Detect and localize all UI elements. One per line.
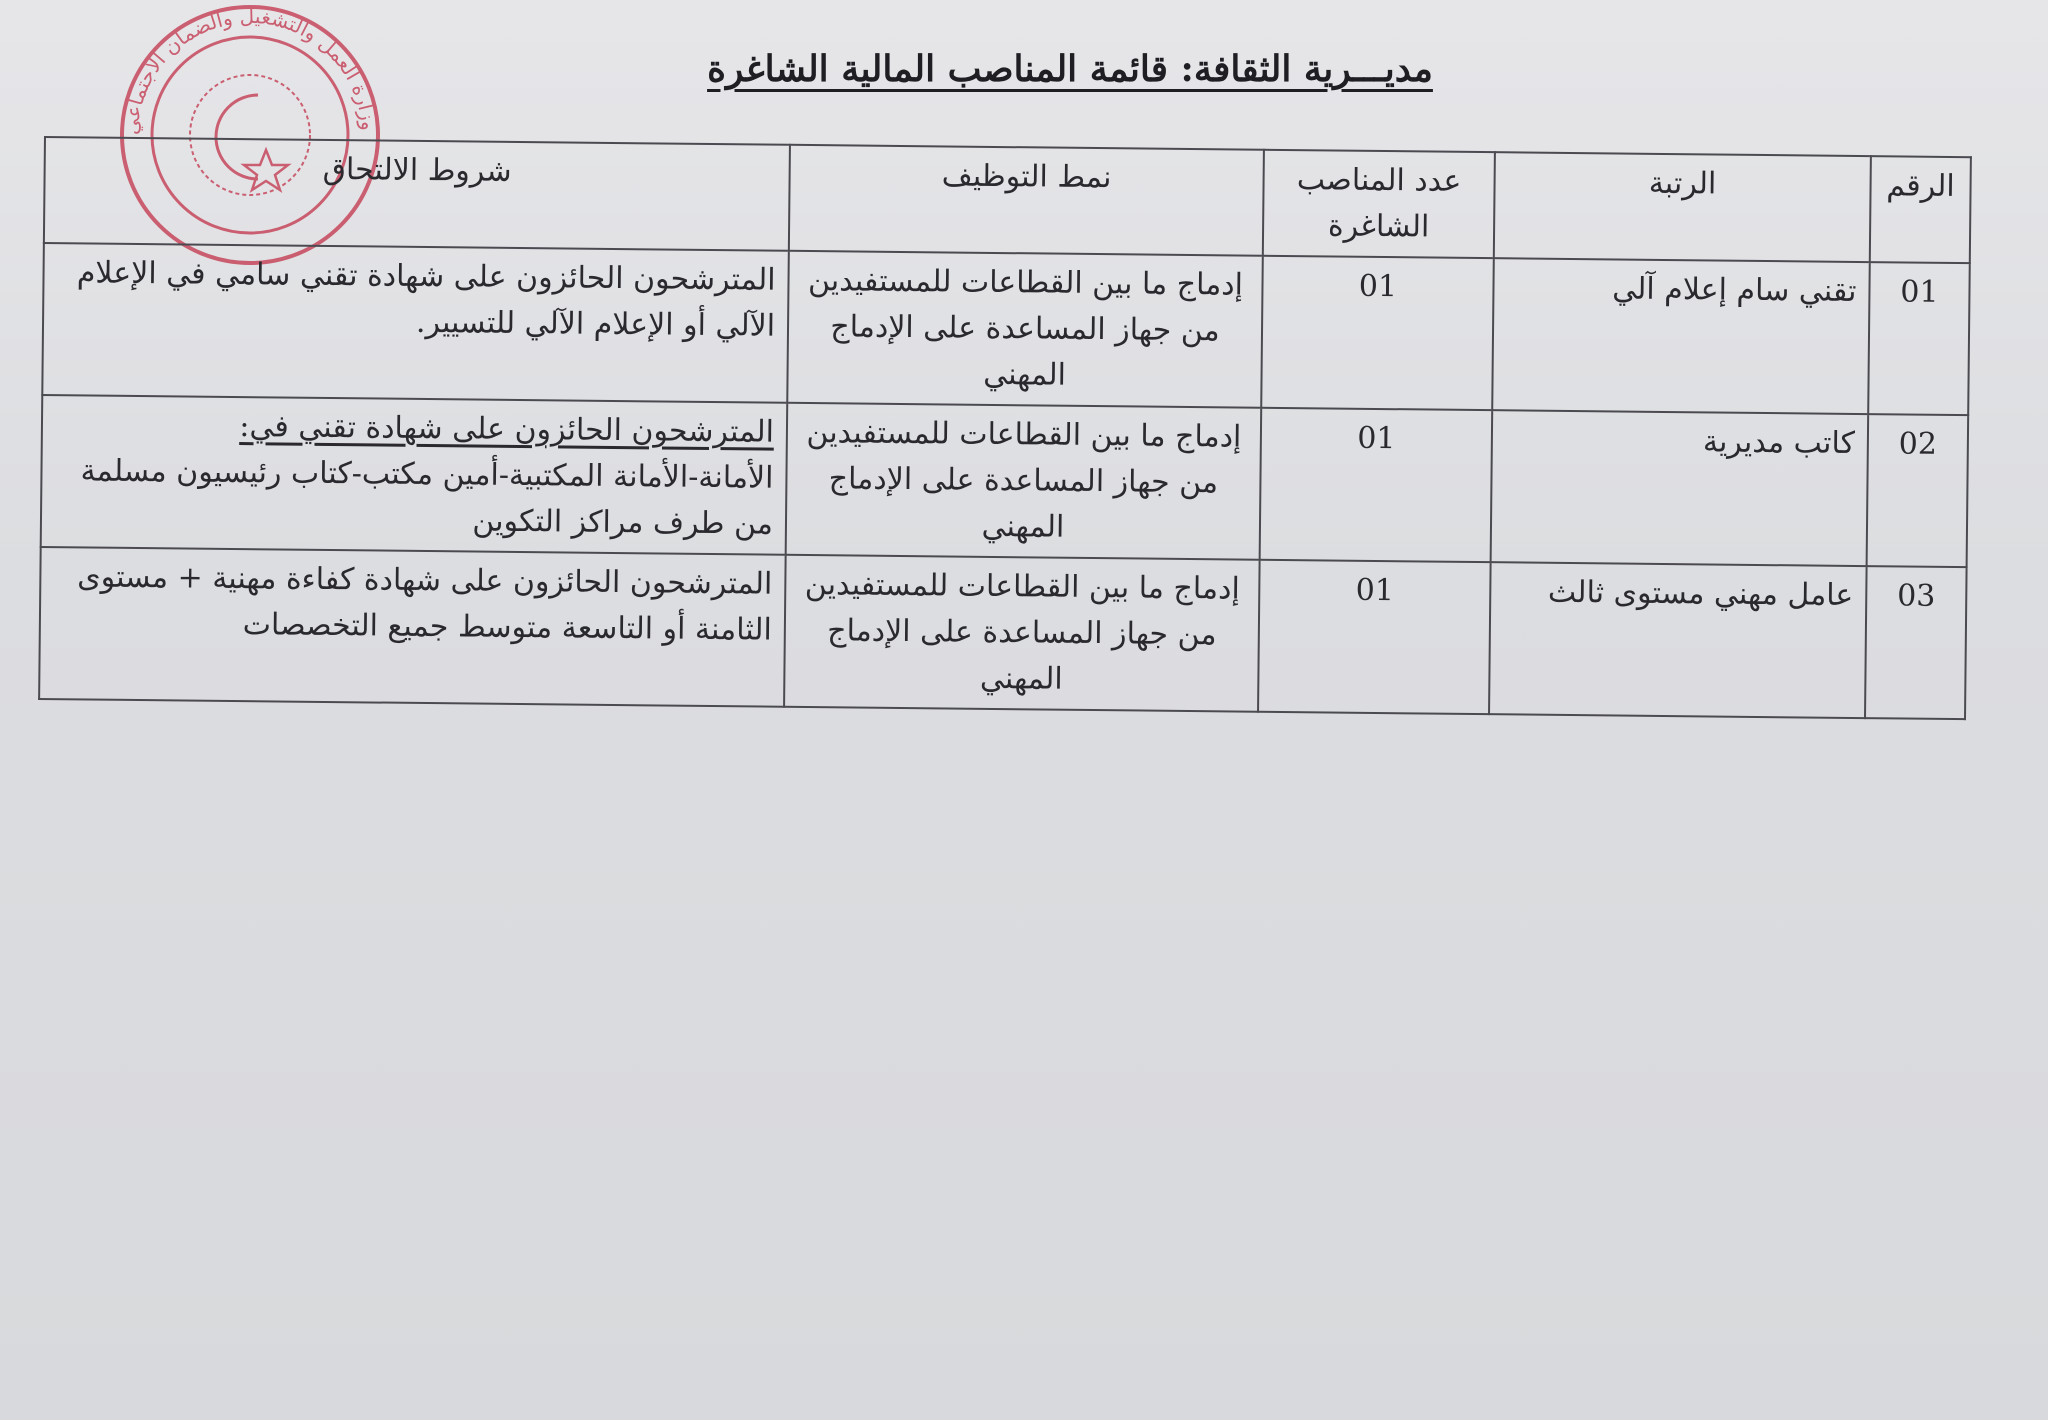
- row-number: 02: [1867, 414, 1969, 567]
- conditions-intro: المترشحون الحائزون على شهادة كفاءة مهنية + مستوى الثامنة أو التاسعة متوسط جميع التخصصات: [77, 559, 773, 648]
- row-rank: كاتب مديرية: [1491, 410, 1869, 566]
- header-number: الرقم: [1870, 156, 1971, 263]
- header-rank: الرتبة: [1494, 152, 1871, 262]
- svg-text:وزارة العمل والتشغيل والضمان ا: [119, 4, 381, 136]
- row-count: 01: [1258, 560, 1491, 714]
- table-row: [39, 547, 1966, 719]
- row-conditions: [41, 395, 788, 555]
- row-conditions: [42, 243, 789, 403]
- row-count: 01: [1260, 408, 1493, 562]
- conditions-intro: المترشحون الحائزون على شهادة تقني سامي في الإعلام الآلي أو الإعلام الآلي للتسيير.: [76, 255, 776, 344]
- vacancies-table: [38, 136, 1972, 720]
- header-conditions: شروط الالتحاق: [44, 137, 790, 251]
- row-mode: إدماج ما بين القطاعات للمستفيدين من جهاز المساعدة على الإدماج المهني: [786, 403, 1262, 560]
- row-count: 01: [1261, 256, 1494, 410]
- table-header-row: [44, 137, 1971, 263]
- row-conditions: [39, 547, 786, 707]
- conditions-detail: [56, 342, 775, 350]
- row-number: 03: [1865, 566, 1967, 719]
- page-title: مديـــرية الثقافة: قائمة المناصب المالية الشاغرة: [707, 48, 1433, 90]
- table-row: [41, 395, 1968, 567]
- row-number: 01: [1868, 262, 1970, 415]
- header-vacancy-count: عدد المناصب الشاغرة: [1263, 150, 1495, 258]
- table-row: [42, 243, 1969, 415]
- conditions-detail: [53, 646, 772, 654]
- row-rank: عامل مهني مستوى ثالث: [1489, 562, 1867, 718]
- conditions-detail: الأمانة-الأمانة المكتبية-أمين مكتب-كتاب رئيسيون مسلمة من طرف مراكز التكوين: [80, 453, 774, 542]
- header-recruitment-mode: نمط التوظيف: [789, 145, 1264, 256]
- row-rank: تقني سام إعلام آلي: [1492, 258, 1870, 414]
- row-mode: إدماج ما بين القطاعات للمستفيدين من جهاز المساعدة على الإدماج المهني: [784, 555, 1260, 712]
- row-mode: إدماج ما بين القطاعات للمستفيدين من جهاز المساعدة على الإدماج المهني: [787, 251, 1263, 408]
- seal-text: وزارة العمل والتشغيل والضمان الاجتماعي: [118, 3, 381, 136]
- conditions-intro: المترشحون الحائزون على شهادة تقني في:: [239, 409, 775, 450]
